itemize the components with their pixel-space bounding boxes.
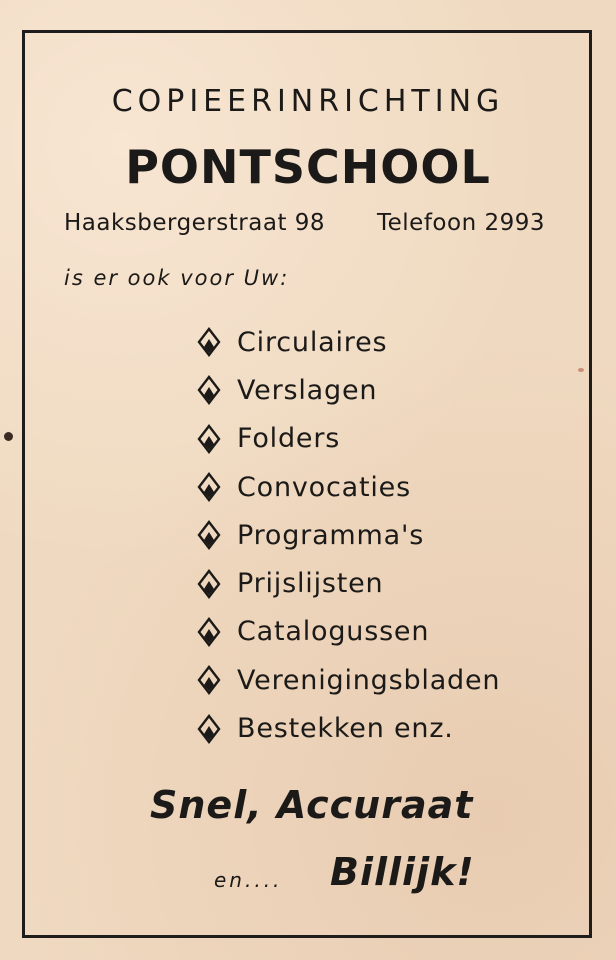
intro-text: is er ook voor Uw: — [64, 266, 290, 290]
tagline-line2: Billijk! — [330, 850, 475, 894]
brand-name: PONTSCHOOL — [125, 140, 491, 194]
diamond-ornament-icon — [197, 520, 221, 550]
service-label: Convocaties — [237, 471, 411, 503]
service-item — [197, 704, 500, 752]
ink-speck — [4, 432, 13, 441]
diamond-ornament-icon — [197, 617, 221, 647]
service-item — [197, 318, 500, 366]
tagline-line1: Snel, Accuraat — [150, 783, 474, 827]
service-label: Verenigingsbladen — [237, 664, 501, 696]
service-item — [197, 415, 500, 463]
service-label: Circulaires — [237, 326, 388, 358]
service-label: Programma's — [237, 519, 425, 551]
diamond-ornament-icon — [197, 665, 221, 695]
service-label: Prijslijsten — [237, 568, 384, 600]
service-label: Verslagen — [237, 374, 378, 406]
service-label: Catalogussen — [237, 616, 430, 648]
company-heading: COPIEERINRICHTING — [111, 84, 505, 119]
service-item — [197, 656, 500, 704]
diamond-ornament-icon — [197, 424, 221, 454]
service-label: Bestekken enz. — [237, 713, 454, 745]
diamond-ornament-icon — [197, 375, 221, 405]
diamond-ornament-icon — [197, 327, 221, 357]
services-list — [197, 318, 500, 753]
service-item — [197, 559, 500, 607]
service-item — [197, 511, 500, 559]
service-label: Folders — [237, 423, 341, 455]
diamond-ornament-icon — [197, 569, 221, 599]
phone-text: Telefoon 2993 — [377, 210, 545, 236]
service-item — [197, 463, 500, 511]
diamond-ornament-icon — [197, 714, 221, 744]
tagline-connector: en.... — [214, 868, 283, 892]
service-item — [197, 366, 500, 414]
address-text: Haaksbergerstraat 98 — [64, 210, 326, 236]
diamond-ornament-icon — [197, 472, 221, 502]
service-item — [197, 608, 500, 656]
